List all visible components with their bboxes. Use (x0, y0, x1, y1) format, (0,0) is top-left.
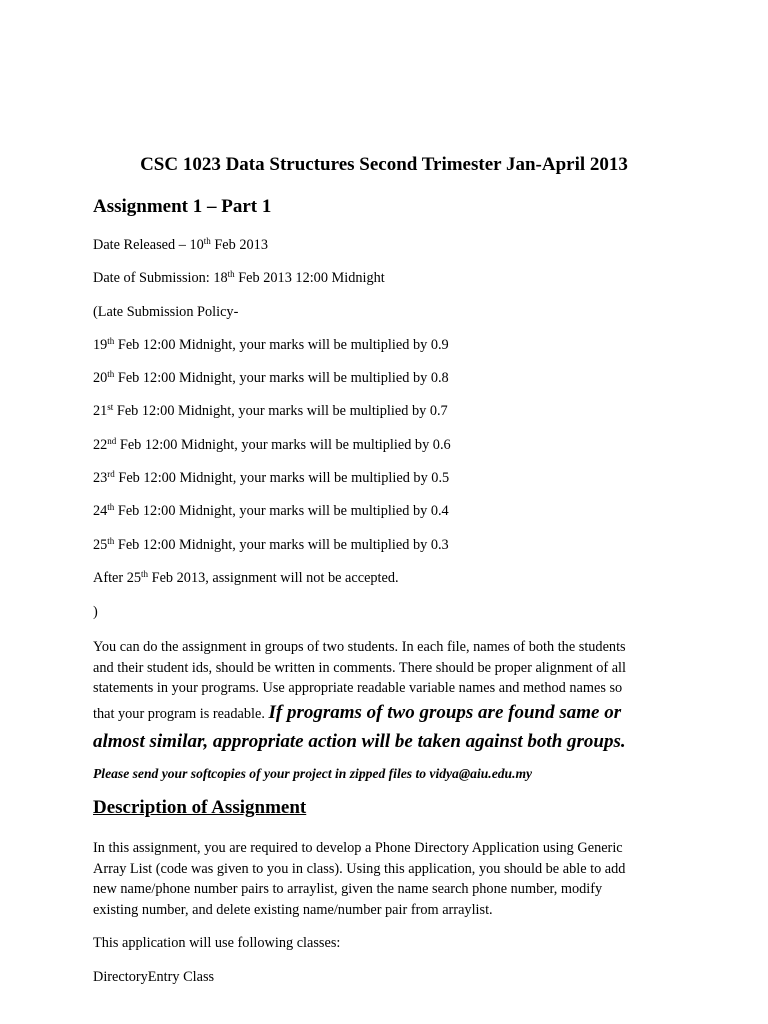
late-policy-sup: th (107, 336, 115, 346)
late-policy-text: Feb 12:00 Midnight, your marks will be multiplied by 0.5 (114, 470, 450, 486)
late-policy-item (93, 369, 449, 387)
assignment-heading: Assignment 1 – Part 1 (93, 196, 272, 217)
late-policy-text: Feb 12:00 Midnight, your marks will be multiplied by 0.4 (114, 503, 449, 519)
late-policy-day: 25 (93, 537, 108, 553)
description-heading: Description of Assignment (93, 797, 307, 818)
late-policy-day: 20 (93, 370, 108, 386)
date-submission-sup: th (227, 269, 235, 279)
late-policy-text: Feb 12:00 Midnight, your marks will be multiplied by 0.3 (114, 537, 449, 553)
late-policy-item (93, 502, 449, 520)
late-policy-sup: st (107, 402, 114, 412)
late-policy-text: Feb 12:00 Midnight, your marks will be multiplied by 0.8 (114, 370, 449, 386)
late-policy-day: 22 (93, 437, 108, 453)
after-deadline-suffix: Feb 2013, assignment will not be accepted. (148, 570, 399, 586)
late-policy-item (93, 469, 449, 487)
late-policy-item (93, 436, 451, 454)
warning-emphasis: If programs of two groups are found same or (268, 701, 622, 723)
date-released-sup: th (203, 236, 211, 246)
description-paragraph-line: Array List (code was given to you in class). Using this application, you should be able to add (93, 860, 626, 877)
late-policy-text: Feb 12:00 Midnight, your marks will be multiplied by 0.9 (114, 337, 449, 353)
groups-paragraph (93, 637, 693, 755)
groups-paragraph-line: and their student ids, should be written in comments. There should be proper alignment of all (93, 659, 626, 676)
description-paragraph (93, 838, 693, 920)
late-policy-close: ) (93, 604, 98, 620)
course-title: CSC 1023 Data Structures Second Trimester Jan-April 2013 (140, 154, 628, 175)
classes-intro: This application will use following classes: (93, 935, 341, 951)
late-policy-item (93, 402, 448, 420)
late-policy-day: 21 (93, 403, 108, 419)
groups-paragraph-line: You can do the assignment in groups of two students. In each file, names of both the students (93, 639, 626, 655)
late-policy-sup: th (107, 502, 115, 512)
groups-paragraph-line (93, 699, 693, 728)
late-policy-item (93, 336, 449, 354)
late-policy-sup: th (107, 536, 115, 546)
description-paragraph-line: existing number, and delete existing name/number pair from arraylist. (93, 901, 493, 918)
date-submission-suffix: Feb 2013 12:00 Midnight (234, 270, 385, 286)
after-deadline (93, 569, 399, 587)
after-deadline-sup: th (141, 569, 149, 579)
date-released (93, 236, 268, 254)
groups-paragraph-plain: that your program is readable. (93, 705, 269, 722)
date-released-suffix: Feb 2013 (210, 237, 268, 253)
late-policy-text: Feb 12:00 Midnight, your marks will be multiplied by 0.6 (116, 437, 451, 453)
date-submission (93, 269, 385, 287)
late-policy-day: 19 (93, 337, 108, 353)
description-paragraph-line: new name/phone number pairs to arraylist, given the name search phone number, modify (93, 881, 603, 897)
send-instruction: Please send your softcopies of your project in zipped files to vidya@aiu.edu.my (93, 766, 533, 781)
description-paragraph-line: In this assignment, you are required to develop a Phone Directory Application using Generic (93, 840, 623, 856)
late-policy-day: 24 (93, 503, 108, 519)
late-policy-sup: th (107, 369, 115, 379)
late-policy-text: Feb 12:00 Midnight, your marks will be multiplied by 0.7 (113, 403, 448, 419)
late-policy-item (93, 536, 449, 554)
first-class-name: DirectoryEntry Class (93, 969, 215, 985)
late-policy-sup: rd (107, 469, 115, 479)
warning-emphasis: almost similar, appropriate action will be taken against both groups. (93, 730, 626, 752)
date-submission-prefix: Date of Submission: 18 (93, 270, 228, 286)
date-released-prefix: Date Released – 10 (93, 237, 204, 253)
late-policy-day: 23 (93, 470, 108, 486)
after-deadline-prefix: After 25 (93, 570, 142, 586)
groups-paragraph-line: statements in your programs. Use appropriate readable variable names and method names so (93, 680, 623, 696)
late-policy-sup: nd (107, 436, 117, 446)
late-policy-open: (Late Submission Policy- (93, 304, 239, 320)
